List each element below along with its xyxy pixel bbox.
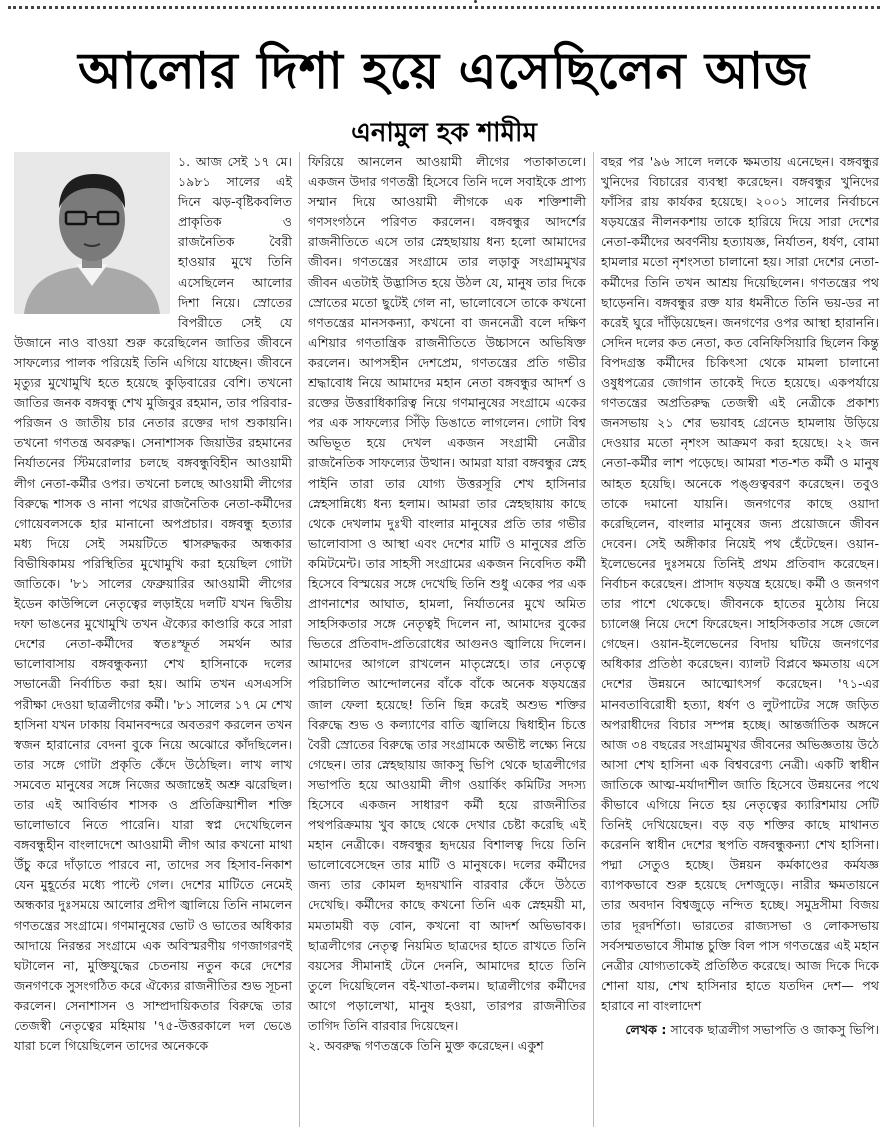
article-byline: এনামুল হক শামীম <box>351 118 537 148</box>
article-body-text: ফিরিয়ে আনলেন আওয়ামী লীগের পতাকাতলে। একজন উদার গণতন্ত্রী হিসেবে তিনি দলে সবাইকে প্রাপ্য সম্মান দিয়ে আওয়ামী লীগকে এক শক্তিশালী গণসংগঠনে পরিণত করলেন। বঙ্গবন্ধুর আদর্শের রাজনীতিতে এসে তার স্নেহছায়ায় ধন্য হলো আমাদের জীবন। গণতন্ত্রের সংগ্রামে তার লড়াকু সংগ্রামমুখর জীবন এতটাই উদ্ভাসিত হয়ে উঠল যে, মানুষ তার দিকে স্রোতের মতো ছুটেই গেল না, ভালোবেসে তাকে কখনো গণতন্ত্রের মানসকন্যা, কখনো বা জননেত্রী বলে দক্ষিণ এশিয়ার গণতান্ত্রিক রাজনীতিতে উচ্চাসনে অভিষিক্ত করলেন। আপসহীন দেশপ্রেম, গণতন্ত্রের প্রতি গভীর শ্রদ্ধাবোধ নিয়ে আমাদের মহান নেতা বঙ্গবন্ধুর আদর্শ ও রক্তের উত্তরাধিকারিত্ব নিয়ে গণমানুষের সংগ্রামে একের পর এক সাফল্যের সিঁড়ি ডিঙাতে লাগলেন। গোটা বিশ্ব অভিভূত হয়ে দেখল একজন সংগ্রামী নেত্রীর রাজনৈতিক সাফল্যের উত্থান। আমরা যারা বঙ্গবন্ধুর স্নেহ পাইনি তারা তার যোগ্য উত্তরসূরি শেখ হাসিনার স্নেহসান্নিধ্যে ধন্য হলাম। আমরা তার স্নেহছায়ায় কাছে থেকে দেখলাম দুঃখী বাংলার মানুষের প্রতি তার গভীর ভালোবাসা ও আস্থা এবং দেশের মাটি ও মানুষের প্রতি কমিটমেন্ট। তার সাহসী সংগ্রামের একজন নিবেদিত কর্মী হিসেবে বিস্ময়ের সঙ্গে দেখেছি তিনি শুধু একের পর এক প্রাণনাশের আঘাত, হামলা, নির্যাতনের মুখে অমিত সাহসিকতার সঙ্গে নেতৃত্বই দিলেন না, আমাদের বুকের ভিতরে প্রতিবাদ-প্রতিরোধের আগুনও জ্বালিয়ে দিলেন। আমাদের আগলে রাখলেন মাতৃস্নেহে। তার নেতৃত্বে পরিচালিত আন্দোলনের বাঁকে বাঁকে অনেক ষড়যন্ত্রের জাল ফেলা হয়েছে! তিনি ছিন্ন করেই অশুভ শক্তির বিরুদ্ধে শুভ ও কল্যাণের বাতি জ্বালিয়ে দ্বিধাহীন চিত্তে বৈরী স্রোতের বিরুদ্ধে তার সংগ্রামকে অভীষ্ট লক্ষ্যে নিয়ে গেছেন। তার স্নেহছায়ায় জাকসু ভিপি থেকে ছাত্রলীগের সভাপতি হয়ে আওয়ামী লীগ ওয়ার্কিং কমিটির সদস্য হিসেবে একজন সাধারণ কর্মী হয়ে রাজনীতির পথপরিক্রমায় খুব কাছে থেকে দেখার চেষ্টা করেছি এই মহান নেত্রীকে। বঙ্গবন্ধুর হৃদয়ের বিশালত্ব দিয়ে তিনি ভালোবেসেছেন তার মাটি ও মানুষকে। দলের কর্মীদের জন্য তার কোমল হৃদয়খানি বারবার কেঁদে উঠতে দেখেছি। কর্মীদের কাছে কখনো তিনি এক স্নেহময়ী মা, মমতাময়ী বড় বোন, কখনো বা আদর্শ অভিভাবক। ছাত্রলীগের নেতৃত্ব নিয়মিত ছাত্রদের হাতে রাখতে তিনি বয়সের সীমানাই টেনে দেননি, আমাদের হাতে তিনি তুলে দিয়েছিলেন বই-খাতা-কলম। ছাত্রলীগের কর্মীদের আগে পড়ালেখা, মানুষ হওয়া, তারপর রাজনীতির তাগিদ তিনি বারবার দিয়েছেন। ২. অবরুদ্ধ গণতন্ত্রকে তিনি মুক্ত করেছেন। একুশ <box>308 154 586 1054</box>
author-signature <box>601 1020 879 1040</box>
article-body-text: ১. আজ সেই ১৭ মে। ১৯৮১ সালের এই দিনে ঝড়-বৃষ্টিকবলিত প্রাকৃতিক ও রাজনৈতিক বৈরী হাওয়ার মুখে তিনি এসেছিলেন আলোর দিশা নিয়ে। স্রোতের বিপরীতে সেই যে উজানে নাও বাওয়া শুরু করেছিলেন জাতির জীবনে সাফল্যের পালক পরিয়েই তিনি এগিয়ে যাচ্ছেন। জীবনে মৃত্যুর মুখোমুখি হতে হয়েছে কুড়িবারের বেশি। তখনো জাতির জনক বঙ্গবন্ধু শেখ মুজিবুর রহমান, তার পরিবার-পরিজন ও জাতীয় চার নেতার রক্তের দাগ শুকায়নি। তখনো গণতন্ত্র অবরুদ্ধ। সেনাশাসক জিয়াউর রহমানের নির্যাতনের স্টিমরোলার চলছে বঙ্গবন্ধুবিহীন আওয়ামী লীগ নেতা-কর্মীর ওপর। তখনো চলছে আওয়ামী লীগের বিরুদ্ধে শাসক ও নানা পথের রাজনৈতিক নেতা-কর্মীদের গোয়েবলসকে হার মানানো অপপ্রচার। বঙ্গবন্ধু হত্যার মধ্য দিয়ে সেই সময়টিতে শ্বাসরুদ্ধকর অন্ধকার বিভীষিকাময় পরিস্থিতির মুখোমুখি করা হয়েছিল গোটা জাতিকে। '৮১ সালের ফেব্রুয়ারির আওয়ামী লীগের ইডেন কাউন্সিলে নেতৃত্বের লড়াইয়ে দলটি যখন দ্বিতীয় দফা ভাঙনের মুখোমুখি তখন ঐক্যের কাণ্ডারি করে সারা দেশের নেতা-কর্মীদের স্বতঃস্ফূর্ত সমর্থন আর ভালোবাসায় বঙ্গবন্ধুকন্যা শেখ হাসিনাকে দলের সভানেত্রী নির্বাচিত করা হয়। আমি তখন এসএসসি পরীক্ষা দেওয়া ছাত্রলীগের কর্মী। '৮১ সালের ১৭ মে শেখ হাসিনা যখন ঢাকায় বিমানবন্দরে অবতরণ করলেন তখন স্বজন হারানোর বেদনা বুকে নিয়ে অঝোরে কাঁদছিলেন। তার সঙ্গে গোটা প্রকৃতি কেঁদে উঠেছিল। লাখ লাখ সমবেত মানুষের সঙ্গে নিজের অজান্তেই অশ্রু ঝরেছিল। তার এই আবির্ভাব শাসক ও প্রতিক্রিয়াশীল শক্তি ভালোভাবে নিতে পারেনি। যারা স্বপ্ন দেখেছিলেন বঙ্গবন্ধুহীন বাংলাদেশে আওয়ামী লীগ আর কখনো মাথা উঁচু করে দাঁড়াতে পারবে না, তাদের সব হিসাব-নিকাশ যেন মুহূর্তের মধ্যে পাল্টে গেল। দেশের মাটিতে নেমেই অন্ধকার দুঃসময়ে আলোর প্রদীপ জ্বালিয়ে তিনি নামলেন গণতন্ত্রের সংগ্রামে। গণমানুষের ভোট ও ভাতের অধিকার আদায়ে নিরন্তর সংগ্রামে এক অবিস্মরণীয় গণজাগরণই ঘটালেন না, মুক্তিযুদ্ধের চেতনায় নতুন করে দেশের জনগণকে সুসংগঠিত করে ঐক্যের রাজনীতির শুভ সূচনা করলেন। সেনাশাসন ও সাম্প্রদায়িকতার বিরুদ্ধে তার তেজস্বী নেতৃত্বের মহিমায় '৭৫-উত্তরকালে দল ভেঙে যারা চলে গিয়েছিলেন তাদের অনেককে <box>14 154 292 1054</box>
article-headline: আলোর দিশা হয়ে এসেছিলেন আজ <box>78 41 810 100</box>
author-photo <box>14 152 170 314</box>
signature-text: সাবেক ছাত্রলীগ সভাপতি ও জাকসু ভিপি। <box>670 1022 879 1038</box>
article-body-text: বছর পর '৯৬ সালে দলকে ক্ষমতায় এনেছেন। বঙ্গবন্ধুর খুনিদের বিচারের ব্যবস্থা করেছেন। বঙ্গবন্ধুর খুনিদের ফাঁসির রায় কার্যকর হয়েছে। ২০০১ সালের নির্বাচনে ষড়যন্ত্রের নীলনকশায় তাকে হারিয়ে দিয়ে সারা দেশের নেতা-কর্মীদের অবর্ণনীয় হত্যাযজ্ঞ, নির্যাতন, ধর্ষণ, বোমা হামলার মতো নৃশংসতা চালানো হয়। সারা দেশের নেতা-কর্মীদের তিনি তখন আশ্রয় দিয়েছিলেন। গণতন্ত্রের পথ ছাড়েননি। বঙ্গবন্ধুর রক্ত যার ধমনীতে তিনি ভয়-ডর না করেই ঘুরে দাঁড়িয়েছেন। জনগণের ওপর আস্থা হারাননি। সেদিন দলের কত নেতা, কত বেনিফিসিয়ারি ছিলেন কিন্তু বিপদগ্রস্ত কর্মীদের চিকিৎসা থেকে মামলা চালানো ওষুধপত্রের জোগান তাকেই দিতে হয়েছে। একপর্যায়ে গণতন্ত্রের অপ্রতিরুদ্ধ তেজস্বী এই নেত্রীকে প্রকাশ্য জনসভায় ২১ শের ভয়াবহ গ্রেনেড হামলায় উড়িয়ে দেওয়ার মতো নৃশংস আক্রমণ করা হয়েছে। ২২ জন নেতা-কর্মীর লাশ পড়েছে। আমরা শত-শত কর্মী ও মানুষ আহত হয়েছি। অনেকে পঙ্গুত্ববরণ করেছেন। তবুও তাকে দমানো যায়নি। জনগণের কাছে ওয়াদা করেছিলেন, বাংলার মানুষের জন্য প্রয়োজনে জীবন দেবেন। সেই অঙ্গীকার নিয়েই পথ হেঁটেছেন। ওয়ান-ইলেভেনের দুঃসময়ে তিনিই প্রথম প্রতিবাদ করেছেন। নির্বাচন করেছেন। প্রাসাদ ষড়যন্ত্র হয়েছে। কর্মী ও জনগণ তার পাশে থেকেছে। জীবনকে হাতের মুঠোয় নিয়ে চ্যালেঞ্জ নিয়ে দেশে ফিরেছেন। সাহসিকতার সঙ্গে জেলে গেছেন। ওয়ান-ইলেভেনের বিদায় ঘটিয়ে জনগণের অধিকার প্রতিষ্ঠা করেছেন। ব্যালট বিপ্লবে ক্ষমতায় এসে দেশের উন্নয়নে আত্মোৎসর্গ করেছেন। '৭১-এর মানবতাবিরোধী হত্যা, ধর্ষণ ও লুটপাটের সঙ্গে জড়িত অপরাধীদের বিচার সম্পন্ন হচ্ছে। আন্তর্জাতিক অঙ্গনে আজ ৩৪ বছরের সংগ্রামমুখর জীবনের অভিজ্ঞতায় উঠে আসা শেখ হাসিনা এক বিশ্ববরেণ্য নেত্রী। একটি স্বাধীন জাতিকে আত্ম-মর্যাদাশীল জাতি হিসেবে উন্নয়নের পথে কীভাবে এগিয়ে নিতে হয় নেতৃত্বের ক্যারিশমায় সেটি তিনিই দেখিয়েছেন। বড় বড় শক্তির কাছে মাথানত করেননি স্বাধীন দেশের স্থপতি বঙ্গবন্ধুকন্যা শেখ হাসিনা। পদ্মা সেতুও হচ্ছে। উন্নয়ন কর্মকাণ্ডের কর্মযজ্ঞ ব্যাপকভাবে শুরু হয়েছে দেশজুড়ে। নারীর ক্ষমতায়নে তার অবদান বিশ্বজুড়ে নন্দিত হচ্ছে। সমুদ্রসীমা বিজয় তার দূরদর্শিতা। ভারতের রাজ্যসভা ও লোকসভায় সর্বসম্মতভাবে সীমান্ত চুক্তি বিল পাস গণতন্ত্রের এই মহান নেত্রীর যোগ্যতাকেই প্রতিষ্ঠিত করেছে। আজ দিকে দিকে শোনা যায়, শেখ হাসিনার হাতে যতদিন দেশ— পথ হারাবে না বাংলাদেশ <box>601 154 879 1013</box>
column-separator <box>299 152 300 1127</box>
article-column-3 <box>601 152 879 1040</box>
top-dotted-rule <box>8 6 880 9</box>
article-column-1 <box>14 152 292 1056</box>
signature-label: লেখক : <box>625 1022 667 1038</box>
article-column-2 <box>308 152 586 1056</box>
column-separator <box>593 152 594 1127</box>
top-center-dot <box>474 0 477 3</box>
